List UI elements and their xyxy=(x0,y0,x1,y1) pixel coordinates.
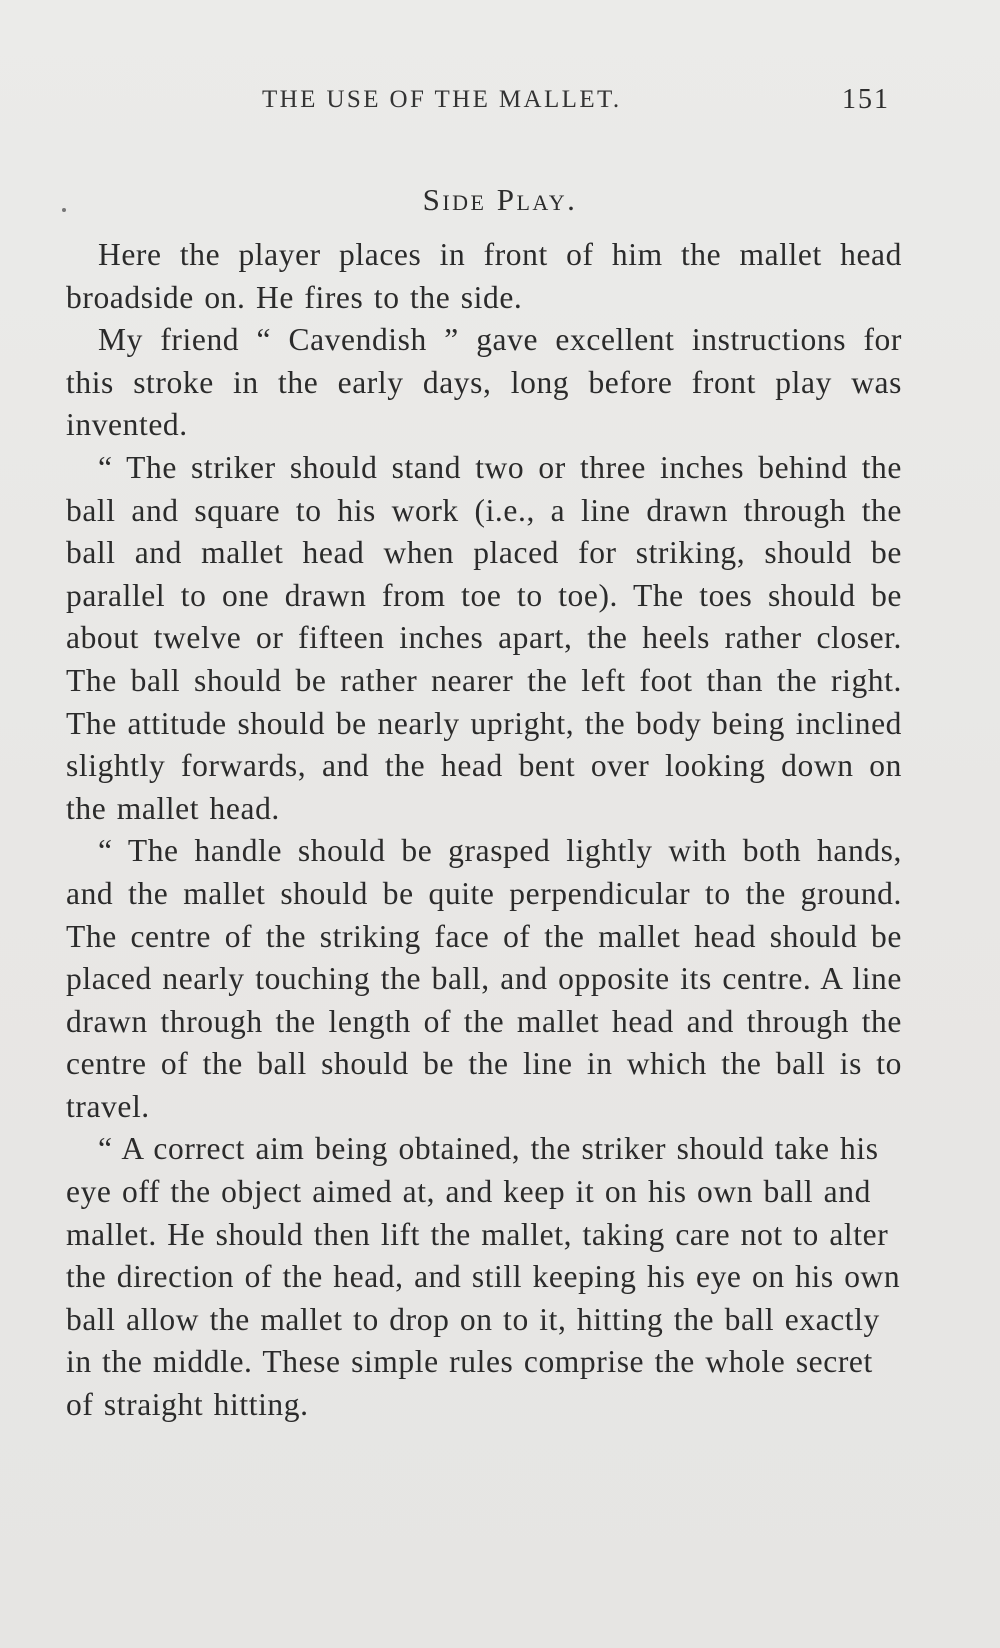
paragraph: Here the player places in front of him the mallet head broadside on. He fires to the side. xyxy=(66,237,902,315)
paragraph: “ The handle should be grasped lightly with both hands, and the mallet should be quite perpendicular to the ground. The centre of the striking face of the mallet head should be placed nearly touching the ball, and opposite its centre. A line drawn through the length of the mallet head and through the centre of the ball should be the line in which the ball is to travel. xyxy=(66,833,902,1124)
paragraph: My friend “ Cavendish ” gave excellent instructions for this stroke in the early days, long before front play was invented. xyxy=(66,322,902,443)
body-text xyxy=(66,234,902,1427)
page-number: 151 xyxy=(842,84,890,115)
paragraph: “ The striker should stand two or three inches behind the ball and square to his work (i.e., a line drawn through the ball and mallet head when placed for striking, should be parallel to one drawn from toe to toe). The toes should be about twelve or fifteen inches apart, the heels rather closer. The ball should be rather nearer the left foot than the right. The attitude should be nearly upright, the body being inclined slightly forwards, and the head bent over looking down on the mallet head. xyxy=(66,449,902,826)
paragraph: “ A correct aim being obtained, the striker should take his eye off the object aimed at, and keep it on his own ball and mallet. He should then lift the mallet, taking care not to alter the direction of the head, and still keeping his eye on his own ball allow the mallet to drop on to it, hitting the ball exactly in the middle. These simple rules comprise the whole secret of straight hitting. xyxy=(66,1131,901,1423)
running-head xyxy=(0,86,1000,126)
section-heading: Side Play. xyxy=(422,182,578,217)
running-head-title: THE USE OF THE MALLET. xyxy=(262,86,622,113)
